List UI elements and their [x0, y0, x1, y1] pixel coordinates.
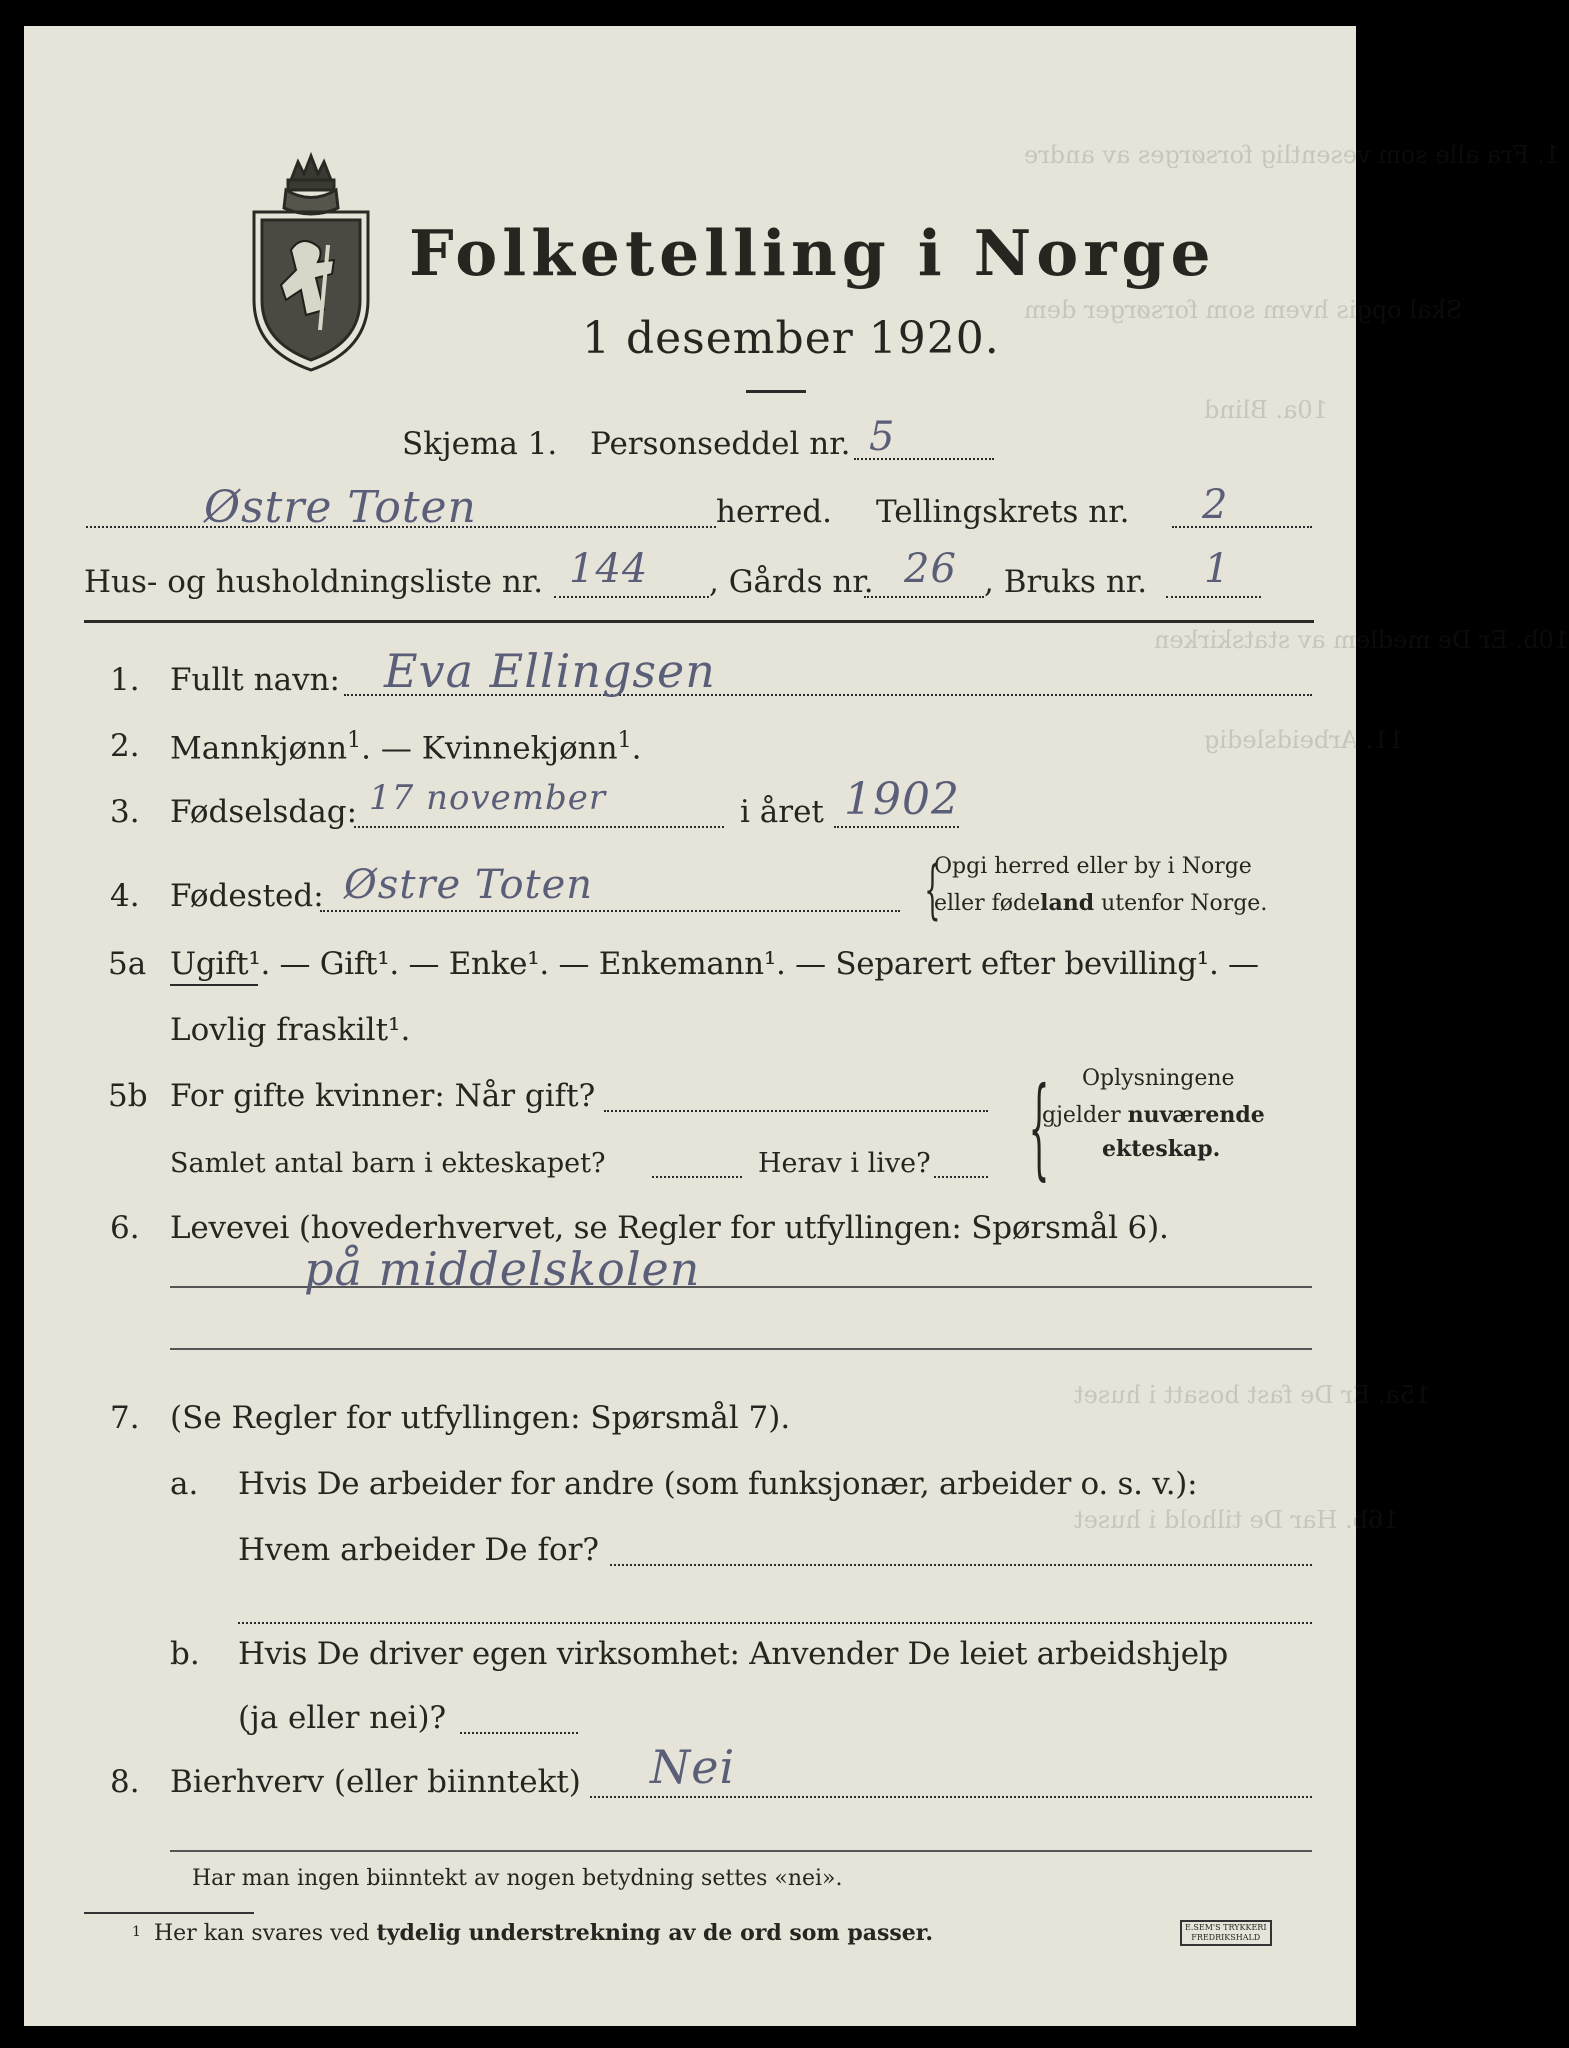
- q2-female[interactable]: Kvinnekjønn: [421, 730, 618, 767]
- husliste-line: [554, 596, 709, 598]
- stamp-line-2: FREDRIKSHALD: [1191, 1933, 1261, 1942]
- footnote-rule: [84, 1912, 254, 1914]
- q2-text: [170, 728, 641, 766]
- stamp-line-1: E.SEM'S TRYKKERI: [1185, 1923, 1267, 1932]
- gards-line: [864, 596, 984, 598]
- q8-line: [590, 1796, 1312, 1798]
- q7a-letter: a.: [170, 1466, 199, 1502]
- printer-stamp: [1180, 1920, 1272, 1946]
- q2-dash: . —: [361, 730, 422, 767]
- norway-coat-of-arms-icon: [246, 150, 376, 374]
- q3-day-line: [354, 826, 724, 828]
- q4-note-2: [934, 890, 1267, 916]
- q7b-line: [460, 1732, 578, 1734]
- q8-value[interactable]: Nei: [650, 1740, 736, 1794]
- q2-male[interactable]: Mannkjønn: [170, 730, 348, 767]
- q4-number: 4.: [110, 878, 140, 914]
- footer-note: Har man ingen biinntekt av nogen betydning settes «nei».: [192, 1866, 843, 1891]
- tellingskrets-line: [1172, 526, 1312, 528]
- q2-end: .: [631, 730, 642, 767]
- q4-value[interactable]: Østre Toten: [344, 862, 594, 908]
- footnote-text-b: tydelig understrekning av de ord som passer.: [376, 1920, 934, 1946]
- q7b-text: Hvis De driver egen virksomhet: Anvender De leiet arbeidshjelp: [238, 1636, 1228, 1672]
- title-divider: [746, 390, 806, 393]
- q7a-text: Hvis De arbeider for andre (som funksjonær, arbeider o. s. v.):: [238, 1466, 1198, 1502]
- personseddel-label: Personseddel nr.: [590, 426, 851, 462]
- q5b-children-line: [652, 1176, 742, 1178]
- q5b-note-1: Oplysningene: [1082, 1066, 1235, 1091]
- schema-label: Skjema 1.: [402, 426, 558, 462]
- q3-number: 3.: [110, 794, 140, 830]
- q6-number: 6.: [110, 1210, 140, 1246]
- bleed-text-5: 11. Arbeidsledig: [1204, 726, 1404, 754]
- q7-label: (Se Regler for utfyllingen: Spørsmål 7).: [170, 1400, 791, 1436]
- q4-note-2a: eller føde: [934, 891, 1041, 916]
- q5b-note-3: ekteskap.: [1102, 1136, 1221, 1162]
- q3-year-line: [834, 826, 959, 828]
- form-title: Folketelling i Norge: [409, 216, 1216, 290]
- bruks-value[interactable]: 1: [1204, 546, 1231, 592]
- q3-year-value[interactable]: 1902: [844, 774, 960, 825]
- q1-value[interactable]: Eva Ellingsen: [384, 644, 716, 698]
- q7a-line-1: [610, 1564, 1312, 1566]
- q2-number: 2.: [110, 728, 140, 764]
- q2-sup-1: 1: [347, 728, 362, 753]
- q5b-note-2: [1042, 1102, 1265, 1128]
- q8-number: 8.: [110, 1764, 140, 1800]
- q3-day-value[interactable]: 17 november: [369, 778, 607, 818]
- census-form-page: [24, 26, 1569, 2026]
- q4-label: Fødested:: [170, 878, 324, 914]
- q7-number: 7.: [110, 1400, 140, 1436]
- gards-label: , Gårds nr.: [709, 564, 874, 600]
- q3-label: Fødselsdag:: [170, 794, 358, 830]
- q5b-line-2a: Samlet antal barn i ekteskapet?: [170, 1148, 606, 1179]
- husliste-value[interactable]: 144: [569, 546, 649, 592]
- bleed-text-7: 16b. Har De tilhold i huset: [1074, 1506, 1399, 1534]
- tellingskrets-label: Tellingskrets nr.: [876, 494, 1130, 530]
- personseddel-value[interactable]: 5: [869, 414, 896, 460]
- q3-year-label: i året: [740, 794, 824, 830]
- footer-rule: [170, 1850, 1312, 1852]
- gards-value[interactable]: 26: [904, 546, 957, 592]
- q5a-line-1[interactable]: Ugift¹. — Gift¹. — Enke¹. — Enkemann¹. — Separert efter bevilling¹. —: [170, 946, 1259, 982]
- herred-value[interactable]: Østre Toten: [204, 482, 477, 533]
- herred-label: herred.: [716, 494, 832, 530]
- q4-line: [320, 910, 900, 912]
- q4-brace: {: [924, 853, 941, 927]
- q5b-line-2b: Herav i live?: [758, 1148, 931, 1179]
- q7a-line-2: [238, 1622, 1312, 1624]
- q6-value[interactable]: på middelskolen: [304, 1242, 701, 1296]
- census-date: 1 desember 1920.: [582, 313, 1000, 364]
- footnote-text: [154, 1920, 933, 1946]
- tellingskrets-value[interactable]: 2: [1202, 482, 1229, 528]
- q5b-note-2b: nuværende: [1127, 1102, 1265, 1128]
- q4-note-2c: utenfor Norge.: [1094, 891, 1268, 916]
- q8-label: Bierhverv (eller biinntekt): [170, 1764, 581, 1800]
- q5a-line-2[interactable]: Lovlig fraskilt¹.: [170, 1012, 411, 1048]
- q7a-question: Hvem arbeider De for?: [238, 1532, 600, 1568]
- bleed-text-4: 10b. Er De medlem av statskirken: [1154, 626, 1569, 654]
- q1-label: Fullt navn:: [170, 662, 340, 698]
- q4-note-1: Opgi herred eller by i Norge: [934, 854, 1252, 879]
- q5a-number: 5a: [108, 946, 147, 982]
- bruks-line: [1166, 596, 1261, 598]
- husliste-label: Hus- og husholdningsliste nr.: [84, 564, 544, 600]
- q5b-note-2a: gjelder: [1042, 1103, 1128, 1128]
- q7b-letter: b.: [170, 1636, 200, 1672]
- q6-label: Levevei (hovederhvervet, se Regler for utfyllingen: Spørsmål 6).: [170, 1210, 1169, 1246]
- q5b-brace: {: [1028, 1063, 1050, 1191]
- q7b-question: (ja eller nei)?: [238, 1700, 447, 1736]
- footnote-text-a: Her kan svares ved: [154, 1921, 377, 1946]
- header-rule: [84, 620, 1314, 623]
- q6-line-2: [170, 1348, 1312, 1350]
- bleed-text-2: Skal opgis hvem som forsørger dem: [1024, 296, 1463, 324]
- bleed-text-6: 15a. Er De fast bosatt i huset: [1074, 1381, 1431, 1409]
- bleed-text-3: 10a. Blind: [1204, 396, 1328, 424]
- q5b-alive-line: [934, 1176, 988, 1178]
- q5a-ugift-underline: [170, 984, 258, 986]
- q5b-line-1: For gifte kvinner: Når gift?: [170, 1078, 596, 1114]
- q5b-number: 5b: [108, 1078, 148, 1114]
- footnote-number: 1: [132, 1924, 141, 1940]
- bruks-label: , Bruks nr.: [984, 564, 1148, 600]
- q4-note-2b: land: [1040, 890, 1095, 916]
- q2-sup-2: 1: [617, 728, 632, 753]
- q1-number: 1.: [110, 662, 140, 698]
- q5b-married-line: [604, 1110, 988, 1112]
- bleed-text-1: 1. Fra alle som vesentlig forsørges av andre: [1024, 141, 1560, 169]
